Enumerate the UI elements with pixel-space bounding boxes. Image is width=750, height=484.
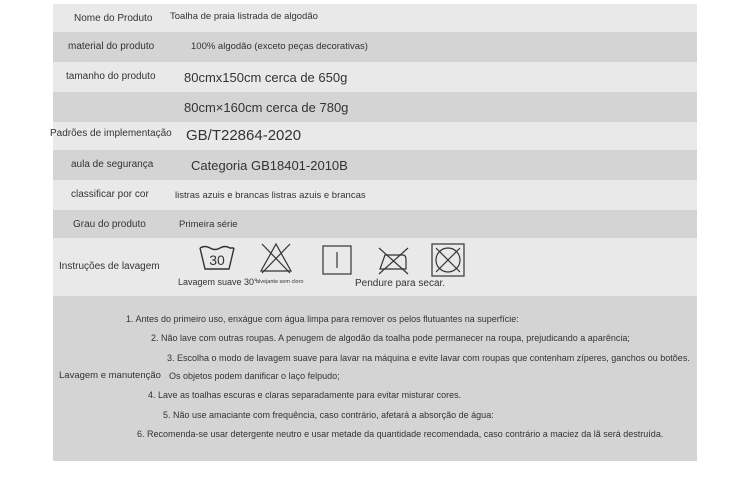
value-standard: GB/T22864-2020	[186, 127, 302, 144]
caption-no-bleach: alvejante sem cloro	[256, 279, 304, 285]
caption-gentle-wash: Lavagem suave 30°	[178, 277, 258, 287]
caption-hang-dry: Pendure para secar.	[355, 278, 446, 289]
value-size-2: 80cm×160cm cerca de 780g	[184, 100, 349, 115]
label-color: classificar por cor	[71, 189, 149, 200]
label-grade: Grau do produto	[73, 219, 146, 230]
no-bleach-icon	[258, 241, 294, 275]
row-grade	[53, 210, 697, 238]
label-size: tamanho do produto	[66, 71, 156, 82]
label-washing: Instruções de lavagem	[59, 261, 160, 272]
row-washing	[53, 238, 697, 296]
row-color	[53, 180, 697, 210]
care-line-6: 6. Recomenda-se usar detergente neutro e usar metade da quantidade recomendada, caso contrário a maciez da lã será destruída.	[137, 429, 664, 439]
label-material: material do produto	[68, 41, 155, 52]
row-size	[53, 62, 697, 92]
value-safety: Categoria GB18401-2010B	[191, 158, 348, 173]
care-line-4: 4. Lave as toalhas escuras e claras separadamente para evitar misturar cores.	[148, 390, 462, 400]
label-care: Lavagem e manutenção	[59, 370, 161, 381]
row-safety	[53, 150, 697, 180]
value-size-1: 80cmx150cm cerca de 650g	[184, 70, 348, 85]
care-line-5: 5. Não use amaciante com frequência, caso contrário, afetará a absorção de água:	[163, 410, 494, 420]
wash-30-icon	[197, 243, 237, 273]
row-product-name	[53, 4, 697, 32]
row-material	[53, 32, 697, 62]
label-safety: aula de segurança	[71, 159, 154, 170]
care-line-1: 1. Antes do primeiro uso, enxágue com água limpa para remover os pelos flutuantes na superfície:	[126, 314, 519, 324]
row-size-2	[53, 92, 697, 122]
no-dry-clean-icon	[431, 243, 465, 277]
row-care	[53, 296, 697, 461]
value-material: 100% algodão (exceto peças decorativas)	[191, 41, 368, 52]
care-line-2: 2. Não lave com outras roupas. A penugem de algodão da toalha pode permanecer na roupa, prejudicando a aparência;	[151, 333, 630, 343]
row-standard	[50, 122, 697, 150]
label-standard: Padrões de implementação	[50, 128, 172, 139]
hang-dry-icon	[322, 245, 352, 275]
value-color: listras azuis e brancas listras azuis e brancas	[175, 190, 366, 201]
no-iron-icon	[375, 244, 411, 276]
care-line-3b: Os objetos podem danificar o laço felpudo;	[169, 371, 340, 381]
wash-temp-text: 30	[209, 252, 225, 268]
value-product-name: Toalha de praia listrada de algodão	[170, 11, 318, 22]
value-grade: Primeira série	[179, 219, 238, 230]
care-line-3: 3. Escolha o modo de lavagem suave para lavar na máquina e evite lavar com roupas que contenham zíperes, ganchos ou botões.	[167, 353, 690, 363]
label-product-name: Nome do Produto	[74, 13, 153, 24]
